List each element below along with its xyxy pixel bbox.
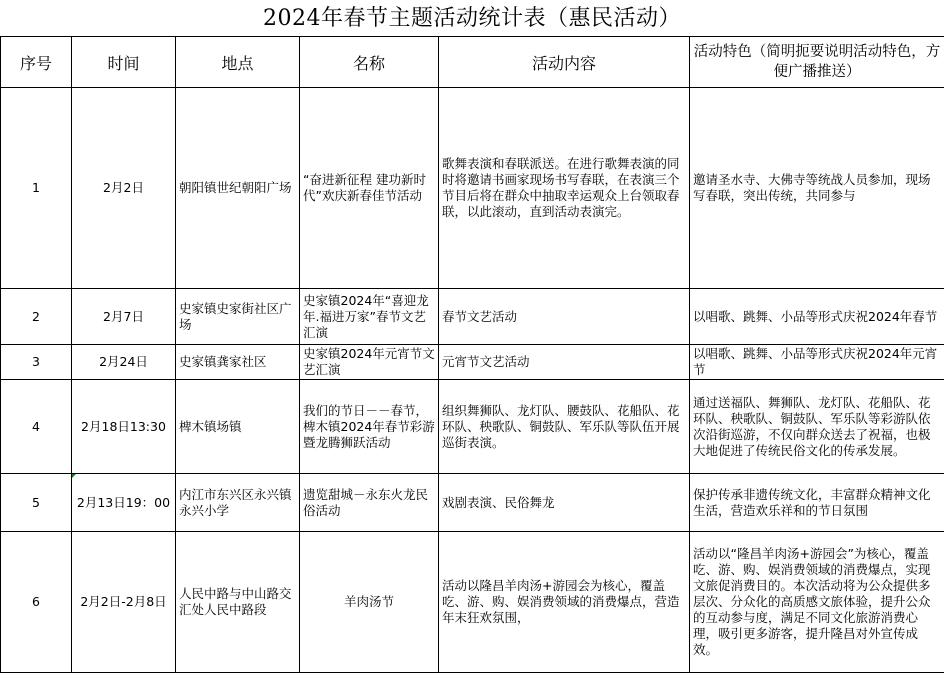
cell-name: 我们的节日－－春节，椑木镇2024年春节彩游暨龙腾狮跃活动 — [300, 380, 439, 474]
cell-time: 2月13日19：00 — [72, 474, 176, 532]
cell-feature: 以唱歌、跳舞、小品等形式庆祝2024年春节 — [690, 289, 944, 345]
cell-time: 2月2日 — [72, 88, 176, 289]
cell-time: 2月18日13:30 — [72, 380, 176, 474]
header-row — [1, 37, 944, 88]
cell-time: 2月2日-2月8日 — [72, 532, 176, 673]
cell-place: 椑木镇场镇 — [176, 380, 300, 474]
activity-table — [0, 36, 944, 673]
cell-name: “奋进新征程 建功新时代”欢庆新春佳节活动 — [300, 88, 439, 289]
cell-place: 人民中路与中山路交汇处人民中路段 — [176, 532, 300, 673]
cell-index: 1 — [1, 88, 72, 289]
cell-index: 6 — [1, 532, 72, 673]
cell-content: 元宵节文艺活动 — [439, 345, 690, 380]
cell-comment-marker — [72, 474, 76, 478]
cell-content: 组织舞狮队、龙灯队、腰鼓队、花船队、花环队、秧歌队、铜鼓队、军乐队等队伍开展巡街表演。 — [439, 380, 690, 474]
cell-feature: 以唱歌、跳舞、小品等形式庆祝2024年元宵节 — [690, 345, 944, 380]
cell-name: 史家镇2024年“喜迎龙年.福进万家”春节文艺汇演 — [300, 289, 439, 345]
cell-feature: 活动以“隆昌羊肉汤+游园会”为核心，覆盖吃、游、购、娱消费领域的消费爆点，实现文旅促消费目的。本次活动将为公众提供多层次、分众化的高质感文旅体验，提升公众的互动参与度，满足不同文化旅游消费心理，吸引更多游客，提升隆昌对外宣传成效。 — [690, 532, 944, 673]
cell-place: 朝阳镇世纪朝阳广场 — [176, 88, 300, 289]
table-title: 2024年春节主题活动统计表（惠民活动） — [0, 2, 944, 36]
cell-index: 5 — [1, 474, 72, 532]
cell-content: 歌舞表演和春联派送。在进行歌舞表演的同时将邀请书画家现场书写春联，在表演三个节目后将在群众中抽取幸运观众上台领取春联，以此滚动，直到活动表演完。 — [439, 88, 690, 289]
cell-feature: 通过送福队、舞狮队、龙灯队、花船队、花环队、秧歌队、铜鼓队、军乐队等彩游队依次沿街巡游，不仅向群众送去了祝福，也极大地促进了传统民俗文化的传承发展。 — [690, 380, 944, 474]
cell-place: 史家镇龚家社区 — [176, 345, 300, 380]
table-row — [1, 380, 944, 474]
header-content: 活动内容 — [439, 37, 690, 88]
cell-feature: 邀请圣水寺、大佛寺等统战人员参加，现场写春联，突出传统，共同参与 — [690, 88, 944, 289]
table-row — [1, 345, 944, 380]
table-row — [1, 474, 944, 532]
cell-name: 史家镇2024年元宵节文艺汇演 — [300, 345, 439, 380]
cell-feature: 保护传承非遗传统文化，丰富群众精神文化生活，营造欢乐祥和的节日氛围 — [690, 474, 944, 532]
cell-time: 2月7日 — [72, 289, 176, 345]
table-row — [1, 88, 944, 289]
cell-content: 春节文艺活动 — [439, 289, 690, 345]
cell-index: 3 — [1, 345, 72, 380]
table-row — [1, 289, 944, 345]
header-index: 序号 — [1, 37, 72, 88]
cell-content: 活动以隆昌羊肉汤+游园会为核心，覆盖吃、游、购、娱消费领域的消费爆点，营造年末狂欢氛围， — [439, 532, 690, 673]
cell-name: 羊肉汤节 — [300, 532, 439, 673]
cell-time: 2月24日 — [72, 345, 176, 380]
cell-index: 4 — [1, 380, 72, 474]
cell-place: 史家镇史家街社区广场 — [176, 289, 300, 345]
header-time: 时间 — [72, 37, 176, 88]
cell-name: 遗览甜城－永东火龙民俗活动 — [300, 474, 439, 532]
header-feature: 活动特色（简明扼要说明活动特色，方便广播推送） — [690, 37, 944, 88]
cell-index: 2 — [1, 289, 72, 345]
header-place: 地点 — [176, 37, 300, 88]
table-row — [1, 532, 944, 673]
cell-place: 内江市东兴区永兴镇永兴小学 — [176, 474, 300, 532]
header-name: 名称 — [300, 37, 439, 88]
cell-content: 戏剧表演、民俗舞龙 — [439, 474, 690, 532]
